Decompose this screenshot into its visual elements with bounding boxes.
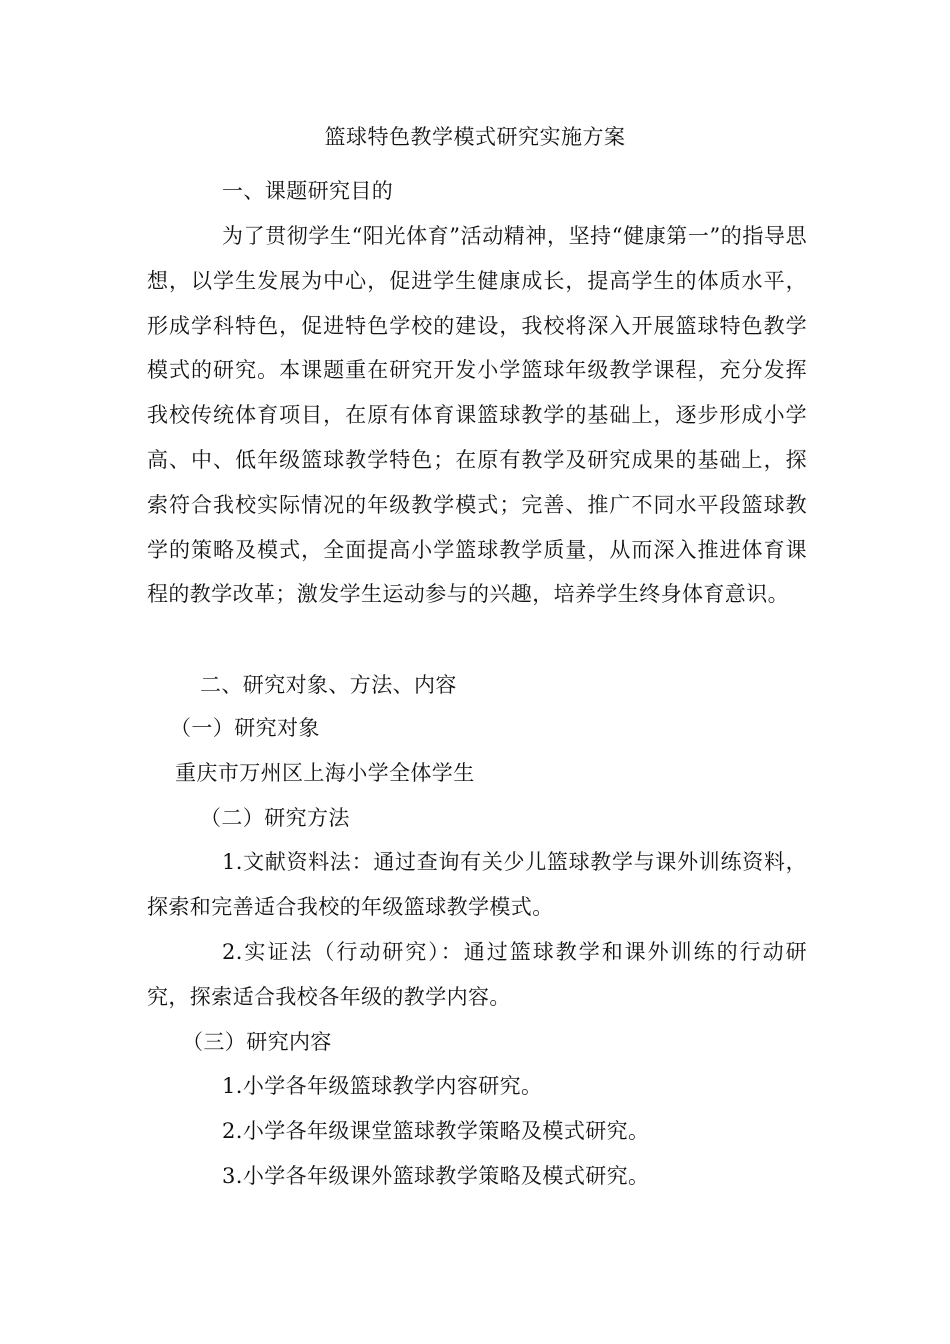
method-item-1: 1.文献资料法：通过查询有关少儿篮球教学与课外训练资料，探索和完善适合我校的年级篮球教学模式。 xyxy=(147,850,807,919)
method-item-2: 2.实证法（行动研究）：通过篮球教学和课外训练的行动研究，探索适合我校各年级的教学内容。 xyxy=(147,940,807,1009)
section-1-body: 为了贯彻学生“阳光体育”活动精神，坚持“健康第一”的指导思想，以学生发展为中心，促进学生健康成长，提高学生的体质水平，形成学科特色，促进特色学校的建设，我校将深入开展篮球特色教学模式的研究。本课题重在研究开发小学篮球年级教学课程，充分发挥我校传统体育项目，在原有体育课篮球教学的基础上，逐步形成小学高、中、低年级篮球教学特色；在原有教学及研究成果的基础上，探索符合我校实际情况的年级教学模式；完善、推广不同水平段篮球教学的策略及模式，全面提高小学篮球教学质量，从而深入推进体育课程的教学改革；激发学生运动参与的兴趣，培养学生终身体育意识。 xyxy=(147,224,807,607)
section-1-heading: 一、课题研究目的 xyxy=(222,179,394,203)
content-item-3: 3.小学各年级课外篮球教学策略及模式研究。 xyxy=(222,1164,650,1188)
document-title: 篮球特色教学模式研究实施方案 xyxy=(324,125,626,149)
content-item-1: 1.小学各年级篮球教学内容研究。 xyxy=(222,1074,543,1098)
subsection-3-heading: （三）研究内容 xyxy=(182,1030,332,1054)
subsection-1-heading: （一）研究对象 xyxy=(170,716,320,740)
subsection-2-heading: （二）研究方法 xyxy=(200,806,350,830)
subsection-1-body: 重庆市万州区上海小学全体学生 xyxy=(175,761,475,785)
content-item-2: 2.小学各年级课堂篮球教学策略及模式研究。 xyxy=(222,1119,650,1143)
section-2-heading: 二、研究对象、方法、内容 xyxy=(200,673,457,697)
